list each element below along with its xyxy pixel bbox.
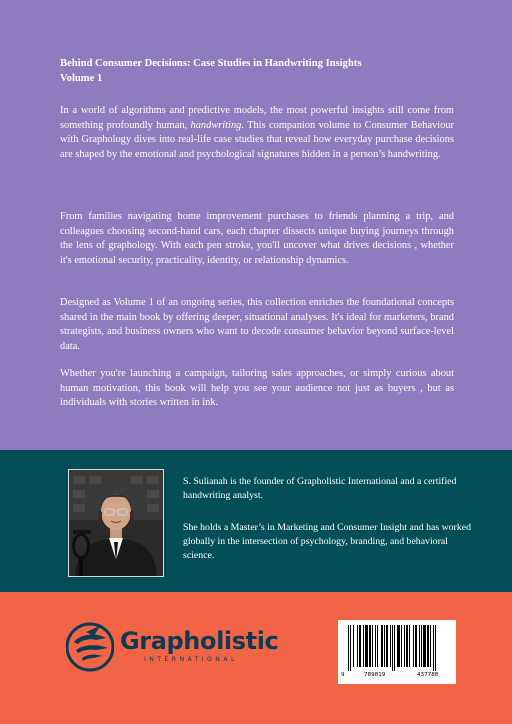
barcode-bar	[409, 625, 410, 667]
book-title	[60, 56, 460, 86]
grapholistic-emblem-icon	[66, 622, 114, 672]
barcode-bar	[390, 625, 391, 667]
barcode-bar	[386, 625, 388, 667]
barcode-bar	[433, 625, 434, 671]
author-section	[0, 450, 512, 592]
publisher-name: Grapholistic	[120, 627, 279, 655]
barcode-bar	[435, 625, 436, 671]
barcode-digits	[338, 670, 456, 682]
barcode-bar	[392, 625, 393, 671]
barcode-bar	[401, 625, 402, 667]
barcode-left-group: 789819	[364, 672, 386, 678]
barcode-bar	[419, 625, 420, 667]
description-paragraph-1	[60, 104, 454, 162]
author-portrait-image	[69, 470, 163, 576]
barcode-bar	[381, 625, 383, 667]
barcode-bar	[363, 625, 364, 667]
barcode-bar	[353, 625, 354, 667]
barcode-first-digit: 9	[341, 672, 345, 678]
barcode-bar	[348, 625, 349, 671]
publisher-section	[0, 592, 512, 724]
book-title-line2: Volume 1	[60, 73, 103, 84]
barcode-bar	[384, 625, 385, 667]
barcode-bar	[421, 625, 422, 667]
barcode-bar	[365, 625, 368, 667]
barcode-bar	[359, 625, 361, 667]
author-bio-1: S. Sulianah is the founder of Grapholistic International and a certified handwriting analyst.	[183, 476, 457, 502]
author-bio-2: She holds a Master’s in Marketing and Consumer Insight and has worked globally in the intersection of psychology, branding, and behavioral science.	[183, 522, 471, 562]
barcode-right-group: 437788	[417, 672, 439, 678]
isbn-barcode	[338, 620, 456, 684]
barcode-bar	[372, 625, 373, 667]
barcode-bar	[427, 625, 429, 667]
publisher-logo	[66, 622, 279, 674]
barcode-bar	[404, 625, 405, 667]
barcode-bar	[430, 625, 431, 667]
description-paragraph-3: Designed as Volume 1 of an ongoing series, this collection enriches the foundational concepts shared in the main book by offering deeper, situational analyses. It's ideal for marketers, brand strategists, and business owners who want to decode consumer behavior beyond surface-level data.	[60, 297, 454, 352]
barcode-bar	[377, 625, 378, 667]
barcode-bar	[397, 625, 400, 667]
paragraph-1-emphasis: handwriting.	[190, 119, 244, 131]
paragraph-1-rest: This companion volume to Consumer Behaviour with Graphology dives into real-life case studies that reveal how everyday purchase decisions are shaped by the emotional and psychological signatures hidden in a person’s handwriting.	[60, 119, 454, 160]
description-paragraph-2: From families navigating home improvement purchases to friends planning a trip, and colleagues choosing second-hand cars, each chapter dissects unique buying journeys through the lens of graphology. With each pen stroke, you'll uncover what drives decisions , whether it's emotional security, practicality, identity, or relationship dynamics.	[60, 211, 454, 266]
barcode-bar	[415, 625, 417, 667]
book-title-line1: Behind Consumer Decisions: Case Studies in Handwriting Insights	[60, 58, 362, 69]
barcode-bar	[394, 625, 395, 671]
barcode-bar	[350, 625, 351, 671]
barcode-bar	[357, 625, 358, 667]
barcode-bar	[413, 625, 414, 667]
barcode-bars	[338, 620, 456, 672]
barcode-bar	[375, 625, 376, 667]
publisher-subtitle: INTERNATIONAL	[144, 656, 238, 663]
author-photo	[68, 469, 164, 577]
barcode-bar	[406, 625, 408, 667]
description-paragraph-4: Whether you're launching a campaign, tailoring sales approaches, or simply curious about human motivation, this book will help you see your audience not just as buyers , but as individuals with stories written in ink.	[60, 368, 454, 409]
barcode-bar	[369, 625, 371, 667]
paragraph-1-text: In a world of algorithms and predictive models, the most powerful insights still come from something profoundly human,	[60, 105, 454, 131]
barcode-bar	[423, 625, 426, 667]
